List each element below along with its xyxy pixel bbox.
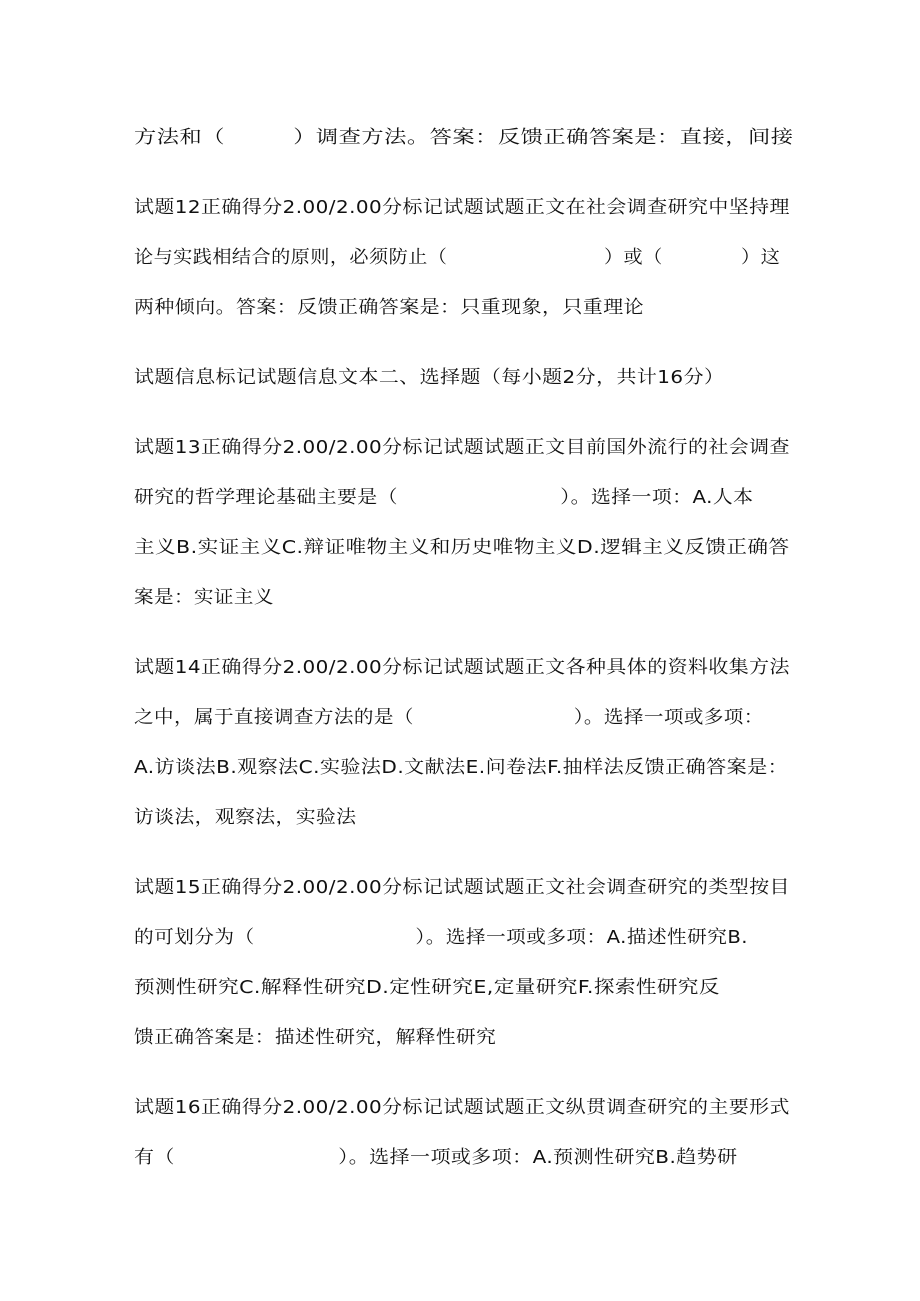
text-line: 馈正确答案是：描述性研究，解释性研究 [134, 1027, 497, 1048]
text-line: 的可划分为（ ）。选择一项或多项：A.描述性研究B. [134, 927, 748, 948]
text-line: 试题信息标记试题信息文本二、选择题（每小题2分，共计16分） [134, 367, 725, 388]
text-line: 两种倾向。答案：反馈正确答案是：只重现象，只重理论 [134, 297, 644, 318]
text-line: 试题15正确得分2.00/2.00分标记试题试题正文社会调查研究的类型按目 [134, 877, 790, 898]
text-line: 试题14正确得分2.00/2.00分标记试题试题正文各种具体的资料收集方法 [134, 657, 790, 678]
text-line: A.访谈法B.观察法C.实验法D.文献法E.问卷法F.抽样法反馈正确答案是： [134, 757, 789, 778]
text-line: 试题16正确得分2.00/2.00分标记试题试题正文纵贯调查研究的主要形式 [134, 1097, 790, 1118]
text-line: 访谈法，观察法，实验法 [134, 807, 357, 828]
text-line: 试题12正确得分2.00/2.00分标记试题试题正文在社会调查研究中坚持理 [134, 197, 790, 218]
text-line: 有（ ）。选择一项或多项：A.预测性研究B.趋势研 [134, 1147, 738, 1168]
text-line: 案是：实证主义 [134, 587, 274, 608]
text-line: 方法和（ ）调查方法。答案：反馈正确答案是：直接，间接 [134, 127, 794, 148]
text-line: 之中，属于直接调查方法的是（ ）。选择一项或多项： [134, 707, 764, 728]
text-line: 试题13正确得分2.00/2.00分标记试题试题正文目前国外流行的社会调查 [134, 437, 790, 458]
text-line: 预测性研究C.解释性研究D.定性研究E,定量研究F.探索性研究反 [134, 977, 720, 998]
text-line: 主义B.实证主义C.辩证唯物主义和历史唯物主义D.逻辑主义反馈正确答 [134, 537, 790, 558]
text-line: 研究的哲学理论基础主要是（ ）。选择一项：A.人本 [134, 487, 754, 508]
text-line: 论与实践相结合的原则，必须防止（ ）或（ ）这 [134, 247, 781, 268]
